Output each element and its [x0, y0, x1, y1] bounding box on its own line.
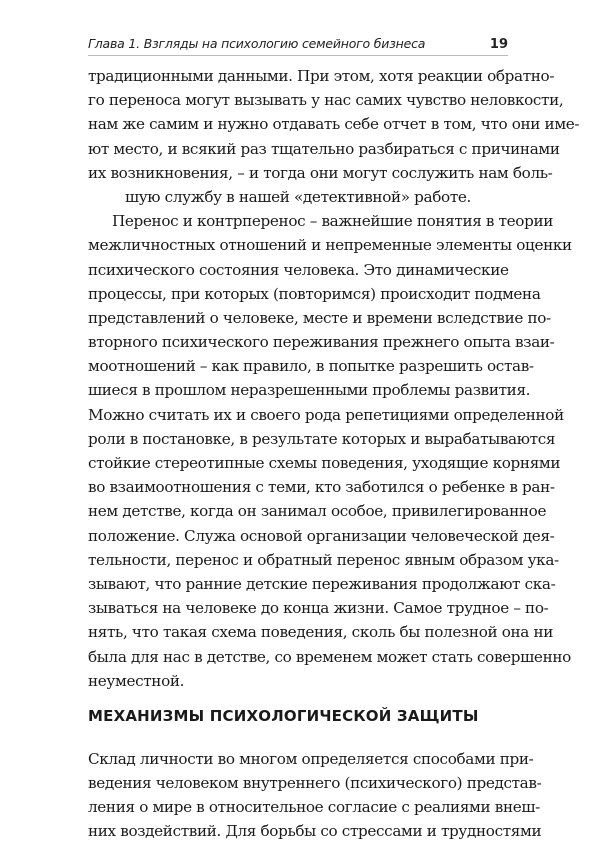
text-line: зываться на человеке до конца жизни. Самое трудное – по- [88, 599, 549, 618]
text-line: роли в постановке, в результате которых и вырабатываются [88, 429, 556, 448]
text-line: ления о мире в относительное согласие с реалиями внеш- [88, 798, 540, 817]
text-line: представлений о человеке, месте и времени вследствие по- [88, 308, 551, 327]
text-line: неуместной. [88, 671, 185, 690]
section-heading: МЕХАНИЗМЫ ПСИХОЛОГИЧЕСКОЙ ЗАЩИТЫ [88, 706, 479, 725]
text-line: ведения человеком внутреннего (психического) представ- [88, 774, 542, 793]
text-line: традиционными данными. При этом, хотя реакции обратно- [88, 67, 555, 85]
text-line: нам же самим и нужно отдавать себе отчет в том, что они име- [88, 115, 580, 134]
text-line: шиеся в прошлом неразрешенными проблемы развития. [88, 381, 531, 400]
text-line: вторного психического переживания прежнего опыта взаи- [88, 333, 555, 352]
page-number: 19 [489, 37, 508, 52]
text-line: процессы, при которых (повторимся) происходит подмена [88, 284, 541, 303]
paragraph [88, 747, 542, 844]
text-line: Можно считать их и своего рода репетициями определенной [88, 405, 564, 424]
text-line: шую службу в нашей «детективной» работе. [124, 187, 472, 206]
text-line: Перенос и контрперенос – важнейшие понятия в теории [112, 212, 554, 231]
text-line: положение. Служа основой организации человеческой дея- [88, 526, 555, 545]
paragraph [88, 64, 580, 209]
text-line: ют место, и всякий раз тщательно разбираться с причинами [88, 139, 560, 158]
text-line: была для нас в детстве, со временем может стать совершенно [88, 647, 571, 666]
text-line: нять, что такая схема поведения, сколь бы полезной она ни [88, 623, 554, 642]
text-line: межличностных отношений и непременные элементы оценки [88, 236, 572, 255]
paragraph [88, 209, 572, 693]
text-line: го переноса могут вызывать у нас самих чувство неловкости, [88, 91, 564, 110]
text-line: зывают, что ранние детские переживания продолжают ска- [88, 574, 556, 593]
text-line: них воздействий. Для борьбы со стрессами и трудностями [88, 822, 542, 841]
text-line: Склад личности во многом определяется способами при- [88, 749, 534, 768]
body-text [88, 64, 580, 844]
text-line: их возникновения, – и тогда они могут сослужить нам боль- [88, 163, 553, 182]
text-line: тельности, перенос и обратный перенос явным образом ука- [88, 550, 559, 569]
running-header [88, 36, 508, 52]
chapter-title: Глава 1. Взгляды на психологию семейного бизнеса [88, 36, 426, 51]
text-line: моотношений – как правило, в попытке разрешить остав- [88, 357, 534, 376]
text-line: стойкие стереотипные схемы поведения, уходящие корнями [88, 454, 561, 472]
header-divider [88, 55, 508, 56]
text-line: психического состояния человека. Это динамические [88, 260, 509, 279]
text-line: нем детстве, когда он занимал особое, привилегированное [88, 502, 547, 521]
text-line: во взаимоотношения с теми, кто заботился о ребенке в ран- [88, 478, 555, 497]
